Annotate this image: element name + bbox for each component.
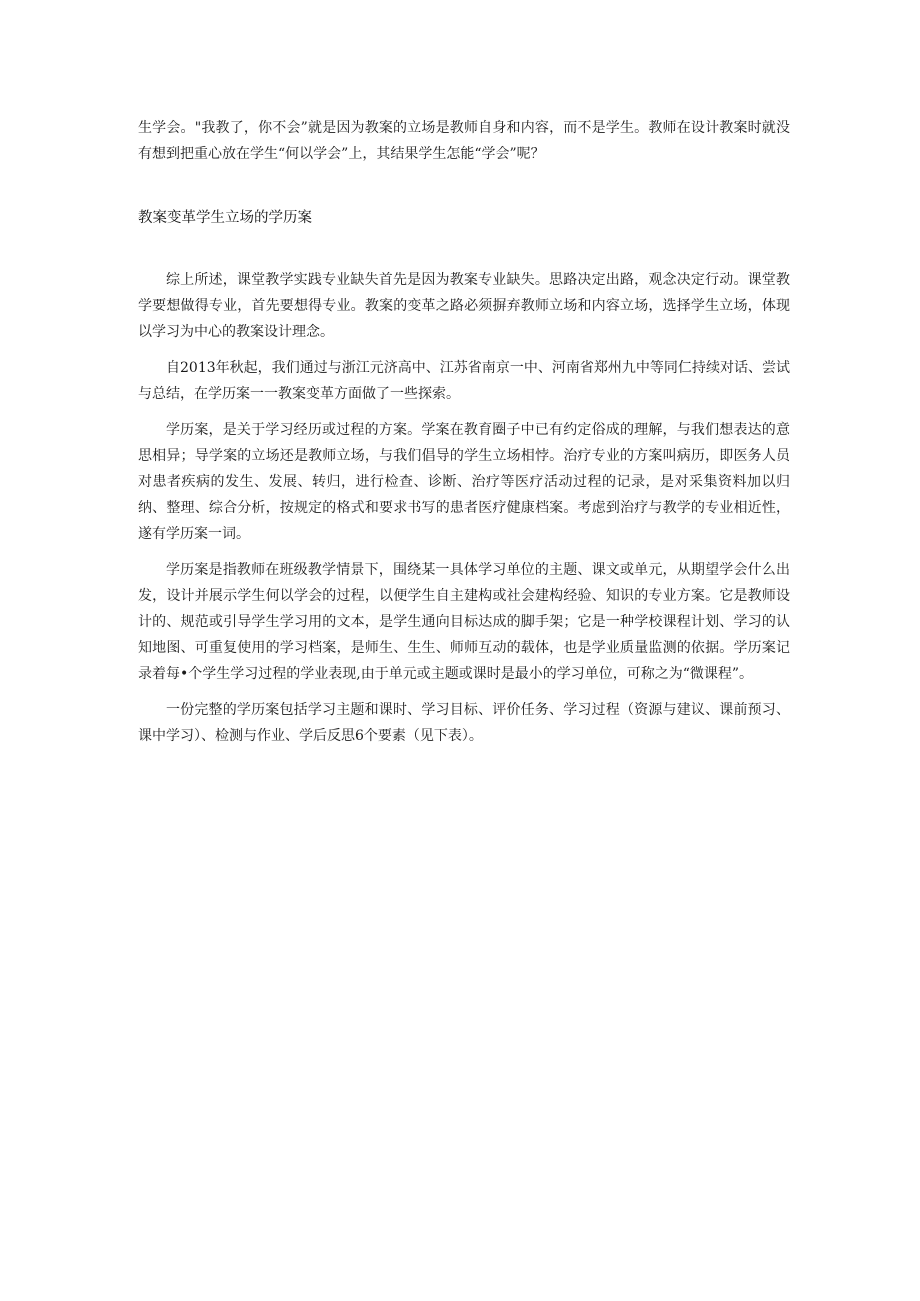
body-paragraph: 一份完整的学历案包括学习主题和课时、学习目标、评价任务、学习过程（资源与建议、课前预习、课中学习）、检测与作业、学后反思6个要素（见下表）。 <box>138 702 790 744</box>
body-paragraph: 综上所述，课堂教学实践专业缺失首先是因为教案专业缺失。思路决定出路，观念决定行动。课堂教学要想做得专业，首先要想得专业。教案的变革之路必须摒弃教师立场和内容立场，选择学生立场，体现以学习为中心的教案设计理念。 <box>138 272 790 340</box>
body-paragraph: 学历案是指教师在班级教学情景下，围绕某一具体学习单位的主题、课文或单元，从期望学会什么出发，设计并展示学生何以学会的过程，以便学生自主建构或社会建构经验、知识的专业方案。它是教师设计的、规范或引导学生学习用的文本，是学生通向目标达成的脚手架；它是一种学校课程计划、学习的认知地图、可重复使用的学习档案，是师生、生生、师师互动的载体，也是学业质量监测的依据。学历案记录着每•个学生学习过程的学业表现,由于单元或主题或课时是最小的学习单位，可称之为“微课程”。 <box>138 562 790 682</box>
body-paragraph: 自2013年秋起，我们通过与浙江元济高中、江苏省南京一中、河南省郑州九中等同仁持续对话、尝试与总结，在学历案一一教案变革方面做了一些探索。 <box>138 360 790 402</box>
section-heading: 教案变革学生立场的学历案 <box>138 210 312 226</box>
body-paragraph: 学历案，是关于学习经历或过程的方案。学案在教育圈子中已有约定俗成的理解，与我们想表达的意思相异；导学案的立场还是教师立场，与我们倡导的学生立场相悖。治疗专业的方案叫病历，即医务人员对患者疾病的发生、发展、转归，进行检查、诊断、治疗等医疗活动过程的记录，是对采集资料加以归纳、整理、综合分析，按规定的格式和要求书写的患者医疗健康档案。考虑到治疗与教学的专业相近性，遂有学历案一词。 <box>138 422 790 542</box>
intro-paragraph: 生学会。"我教了，你不会”就是因为教案的立场是教师自身和内容，而不是学生。教师在设计教案时就没有想到把重心放在学生“何以学会”上，其结果学生怎能“学会”呢？ <box>138 120 790 162</box>
document-body <box>138 115 790 749</box>
